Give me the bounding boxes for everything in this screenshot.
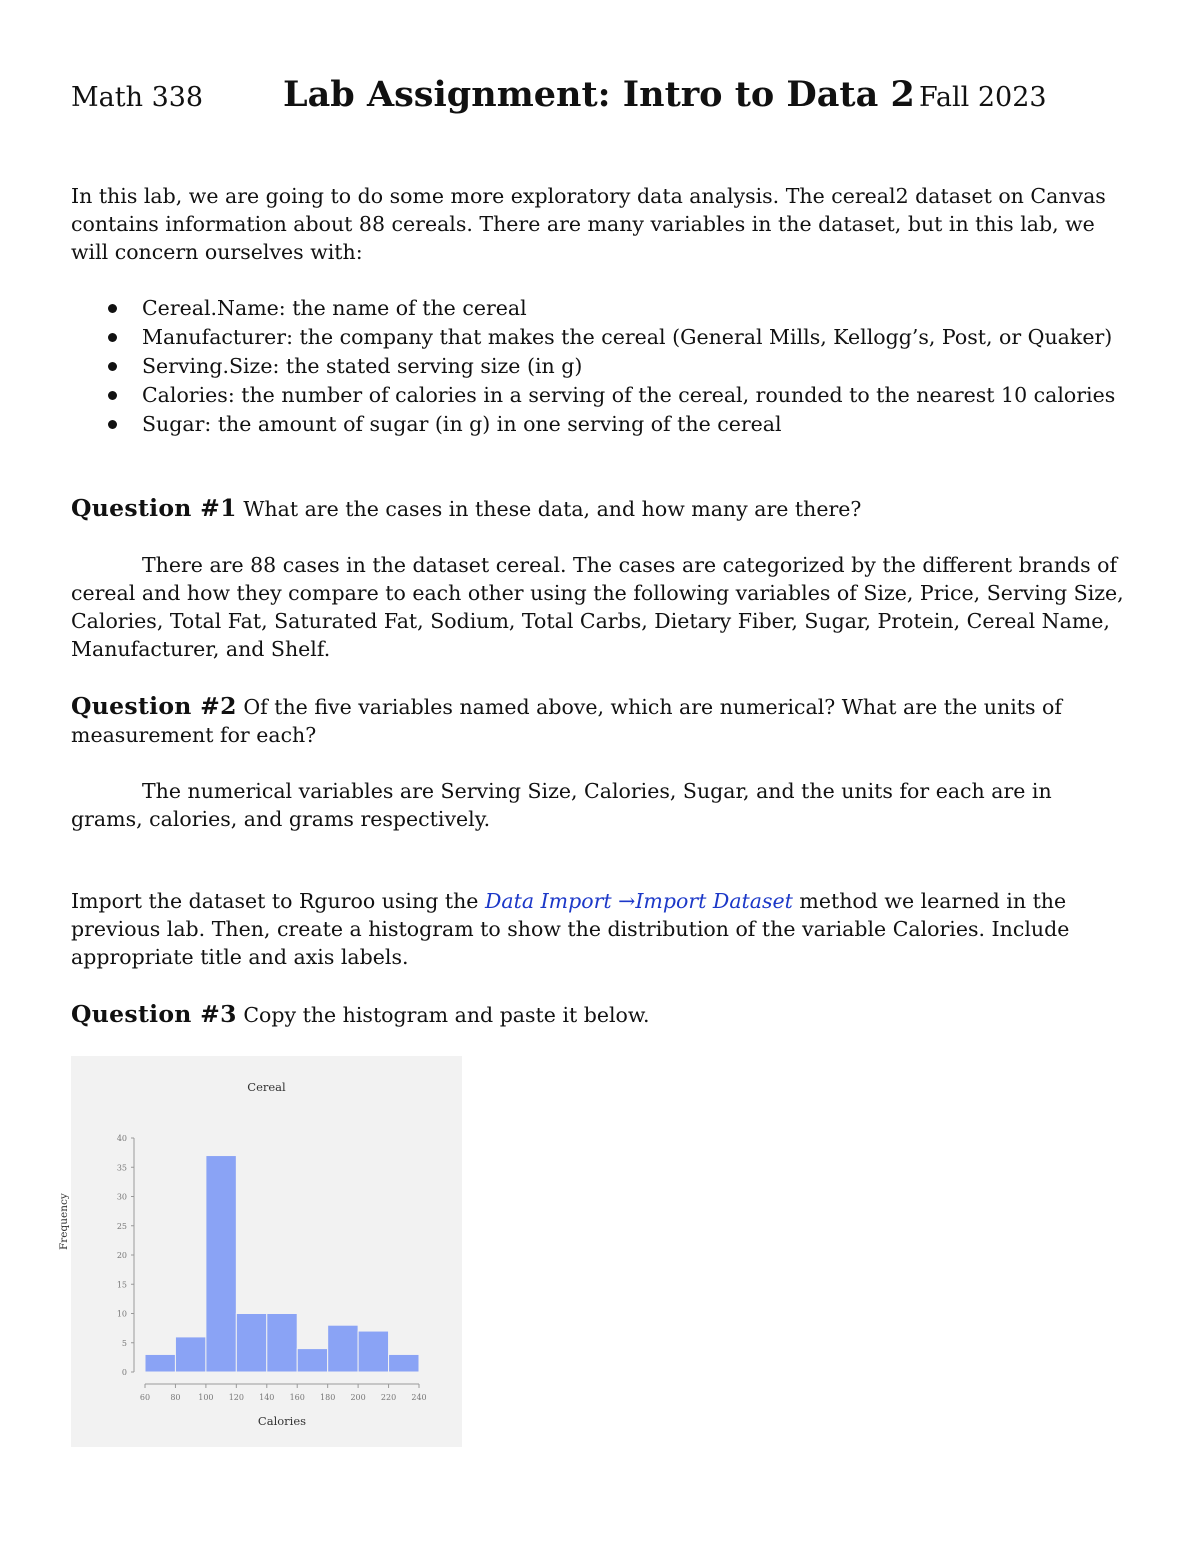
x-tick-label: 120 (228, 1393, 244, 1402)
histogram-chart (71, 1056, 462, 1447)
x-tick-label: 180 (320, 1393, 336, 1402)
list-item: Serving.Size: the stated serving size (in g) (71, 352, 1129, 381)
question-3 (71, 1000, 1129, 1029)
y-tick-label: 5 (121, 1338, 127, 1348)
bullet-icon (108, 304, 117, 313)
list-item: Cereal.Name: the name of the cereal (71, 294, 1129, 323)
variables-list (71, 294, 1129, 439)
x-tick-label: 240 (411, 1393, 427, 1402)
page-title: Lab Assignment: Intro to Data 2 (283, 74, 915, 115)
x-tick-label: 140 (259, 1393, 275, 1402)
y-tick-label: 10 (116, 1309, 127, 1319)
x-tick-label: 200 (350, 1393, 366, 1402)
answer-1: There are 88 cases in the dataset cereal. The cases are categorized by the different brands of cereal and how they compare to each other using the following variables of Size, Price, Serving Size, Calories, Total Fat, Saturated Fat, Sodium, Total Carbs, Dietary Fiber, Sugar, Protein, Cereal Name, Manufacturer, and Shelf. (71, 553, 1124, 661)
bullet-icon (108, 362, 117, 371)
list-item: Sugar: the amount of sugar (in g) in one serving of the cereal (71, 410, 1129, 439)
bullet-icon (108, 333, 117, 342)
list-item: Manufacturer: the company that makes the cereal (General Mills, Kellogg’s, Post, or Quaker) (71, 323, 1129, 352)
question-text: Of the five variables named above, which are numerical? What are the units of measurement for each? (71, 695, 1062, 747)
y-tick-label: 30 (116, 1192, 127, 1202)
histogram-bar (389, 1354, 419, 1372)
x-axis-label: Calories (257, 1414, 307, 1428)
question-label: Question #3 (71, 1000, 237, 1028)
y-tick-label: 25 (116, 1221, 127, 1231)
histogram-bar (145, 1354, 175, 1372)
question-2 (71, 692, 1129, 749)
histogram-bar (297, 1349, 327, 1372)
question-label: Question #1 (71, 494, 237, 522)
x-tick-label: 80 (170, 1393, 181, 1402)
y-tick-label: 40 (116, 1134, 127, 1143)
question-1 (71, 494, 1129, 523)
data-import-link: Data Import (484, 889, 612, 913)
term-label: Fall 2023 (919, 82, 1047, 113)
histogram-bar (236, 1314, 266, 1373)
question-label: Question #2 (71, 692, 237, 720)
arrow-icon: → (611, 889, 636, 913)
header (71, 72, 1129, 122)
histogram-bar (175, 1337, 205, 1372)
x-tick-label: 100 (198, 1393, 214, 1402)
question-text: What are the cases in these data, and how many are there? (236, 497, 862, 521)
import-dataset-link: Import Dataset (635, 889, 793, 913)
histogram-bar (328, 1325, 358, 1372)
histogram-bar (267, 1314, 297, 1373)
histogram-bar (206, 1156, 236, 1372)
import-instructions: Import the dataset to Rguroo using the Data Import →Import Dataset method we learned in the previous lab. Then, create a histogram to show the distribution of the variable Calories. Include appropriate title and axis labels. (71, 889, 1070, 969)
question-text: Copy the histogram and paste it below. (236, 1003, 650, 1027)
bullet-icon (108, 420, 117, 429)
course-label: Math 338 (71, 82, 204, 113)
histogram-bar (358, 1331, 388, 1372)
intro-paragraph: In this lab, we are going to do some more exploratory data analysis. The cereal2 dataset on Canvas contains information about 88 cereals. There are many variables in the dataset, but in this lab, we will concern ourselves with: (71, 184, 1106, 264)
x-tick-label: 220 (380, 1393, 397, 1402)
histogram-image (71, 1056, 462, 1447)
y-tick-label: 15 (116, 1280, 127, 1290)
y-tick-label: 0 (121, 1368, 127, 1377)
x-tick-label: 60 (139, 1393, 151, 1402)
x-tick-label: 160 (289, 1393, 305, 1402)
chart-title: Cereal (247, 1080, 286, 1094)
bullet-icon (108, 391, 117, 400)
y-axis-label: Frequency (58, 1193, 70, 1250)
y-tick-label: 35 (116, 1163, 127, 1173)
list-item: Calories: the number of calories in a serving of the cereal, rounded to the nearest 10 calories (71, 381, 1129, 410)
y-tick-label: 20 (116, 1251, 127, 1260)
answer-2: The numerical variables are Serving Size, Calories, Sugar, and the units for each are in grams, calories, and grams respectively. (71, 779, 1052, 831)
